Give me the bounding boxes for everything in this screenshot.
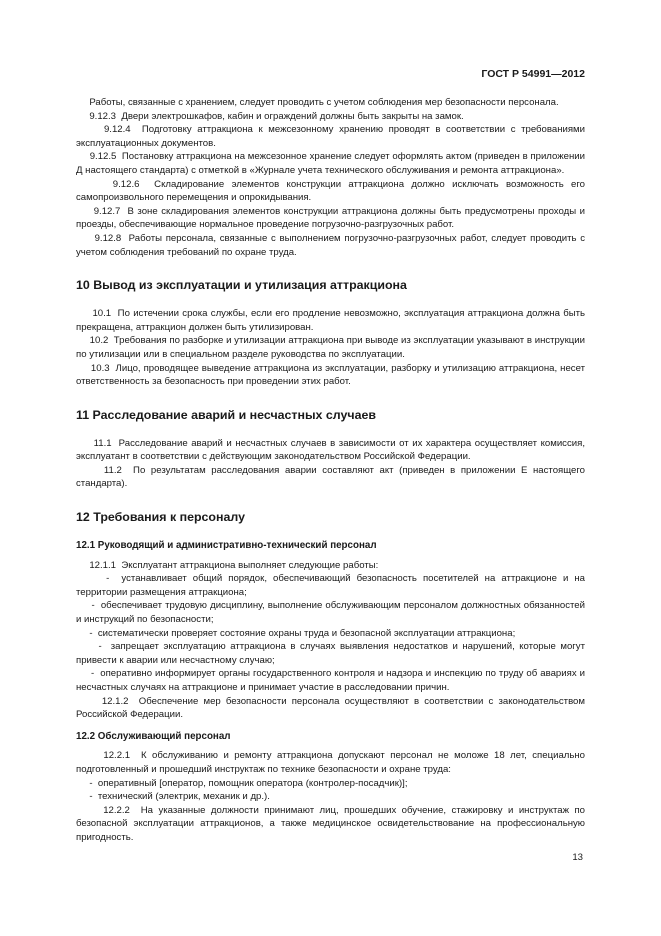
paragraph: 12.2.2 На указанные должности принимают лиц, прошедших обучение, стажировку и инструктаж по безопасной эксплуатации аттракционов, а также медицинское освидетельствование на профессиональную пригодность.: [76, 804, 588, 843]
paragraph: 9.12.3 Двери электрошкафов, кабин и ограждений должны быть закрыты на замок.: [76, 110, 464, 122]
page-number: 13: [572, 852, 583, 863]
section-heading-10: 10 Вывод из эксплуатации и утилизация аттракциона: [76, 278, 407, 293]
subsection-heading-12-2: 12.2 Обслуживающий персонал: [76, 730, 231, 742]
paragraph: 11.2 По результатам расследования аварии составляют акт (приведен в приложении Е настоящего стандарта).: [76, 464, 588, 490]
subsection-heading-12-1: 12.1 Руководящий и административно-технический персонал: [76, 540, 377, 552]
paragraph: 9.12.6 Складирование элементов конструкции аттракциона должно исключать возможность его самопроизвольного перемещения и опрокидывания.: [76, 178, 588, 204]
list-item: - систематически проверяет состояние охраны труда и безопасной эксплуатации аттракциона;: [76, 627, 516, 639]
paragraph: 9.12.7 В зоне складирования элементов конструкции аттракциона должны быть предусмотрены проходы и проезды, обеспечивающие нормальное проведение погрузочно-разгрузочных работ.: [76, 205, 588, 231]
document-header: ГОСТ Р 54991—2012: [481, 68, 585, 80]
section-heading-11: 11 Расследование аварий и несчастных случаев: [76, 407, 376, 422]
paragraph: 12.1.1 Эксплуатант аттракциона выполняет следующие работы:: [76, 559, 379, 571]
list-item: - запрещает эксплуатацию аттракциона в случаях выявления недостатков и нарушений, которые могут привести к аварии или несчастному случаю;: [76, 641, 588, 666]
list-item: - устанавливает общий порядок, обеспечивающий безопасность посетителей на аттракционе и на территории размещения аттракциона;: [76, 573, 588, 598]
document-body: [76, 96, 588, 845]
paragraph: 9.12.8 Работы персонала, связанные с выполнением погрузочно-разгрузочных работ, следует проводить с учетом соблюдения требований по охране труда.: [76, 232, 588, 258]
paragraph: 11.1 Расследование аварий и несчастных случаев в зависимости от их характера осуществляет комиссия, эксплуатант в соответствии с действующим законодательством Российской Федерации.: [76, 437, 588, 463]
paragraph: Работы, связанные с хранением, следует проводить с учетом соблюдения мер безопасности персонала.: [76, 97, 559, 108]
paragraph: 12.2.1 К обслуживанию и ремонту аттракциона допускают персонал не моложе 18 лет, специально подготовленный и прошедший инструктаж по технике безопасности и охране труда:: [76, 750, 588, 775]
list-item: - технический (электрик, механик и др.).: [76, 791, 270, 803]
list-item: - обеспечивает трудовую дисциплину, выполнение обслуживающим персоналом должностных обязанностей и инструкций по безопасности;: [76, 600, 588, 626]
paragraph: 10.2 Требования по разборке и утилизации аттракциона при выводе из эксплуатации указывают в инструкции по утилизации или в специальном разделе руководства по эксплуатации.: [76, 335, 588, 360]
paragraph: 12.1.2 Обеспечение мер безопасности персонала осуществляют в соответствии с законодательством Российской Федерации.: [76, 695, 588, 721]
paragraph: 9.12.5 Постановку аттракциона на межсезонное хранение следует оформлять актом (приведен в приложении Д настоящего стандарта) с отметкой в «Журнале учета технического обслуживания и ремонта аттракциона».: [76, 151, 588, 176]
list-item: - оперативный [оператор, помощник оператора (контролер-посадчик)];: [76, 777, 408, 789]
paragraph: 10.3 Лицо, проводящее выведение аттракциона из эксплуатации, разборку и утилизацию аттракциона, несет ответственность за безопасность при проведении этих работ.: [76, 362, 588, 388]
list-item: - оперативно информирует органы государственного контроля и надзора и инспекцию по труду об авариях и несчастных случаях на аттракционе и принимает участие в расследовании причин.: [76, 668, 588, 693]
section-heading-12: 12 Требования к персоналу: [76, 510, 245, 525]
paragraph: 9.12.4 Подготовку аттракциона к межсезонному хранению проводят в соответствии с требованиями эксплуатационных документов.: [76, 124, 588, 149]
paragraph: 10.1 По истечении срока службы, если его продление невозможно, эксплуатация аттракциона должна быть прекращена, аттракцион должен быть утилизирован.: [76, 308, 588, 333]
